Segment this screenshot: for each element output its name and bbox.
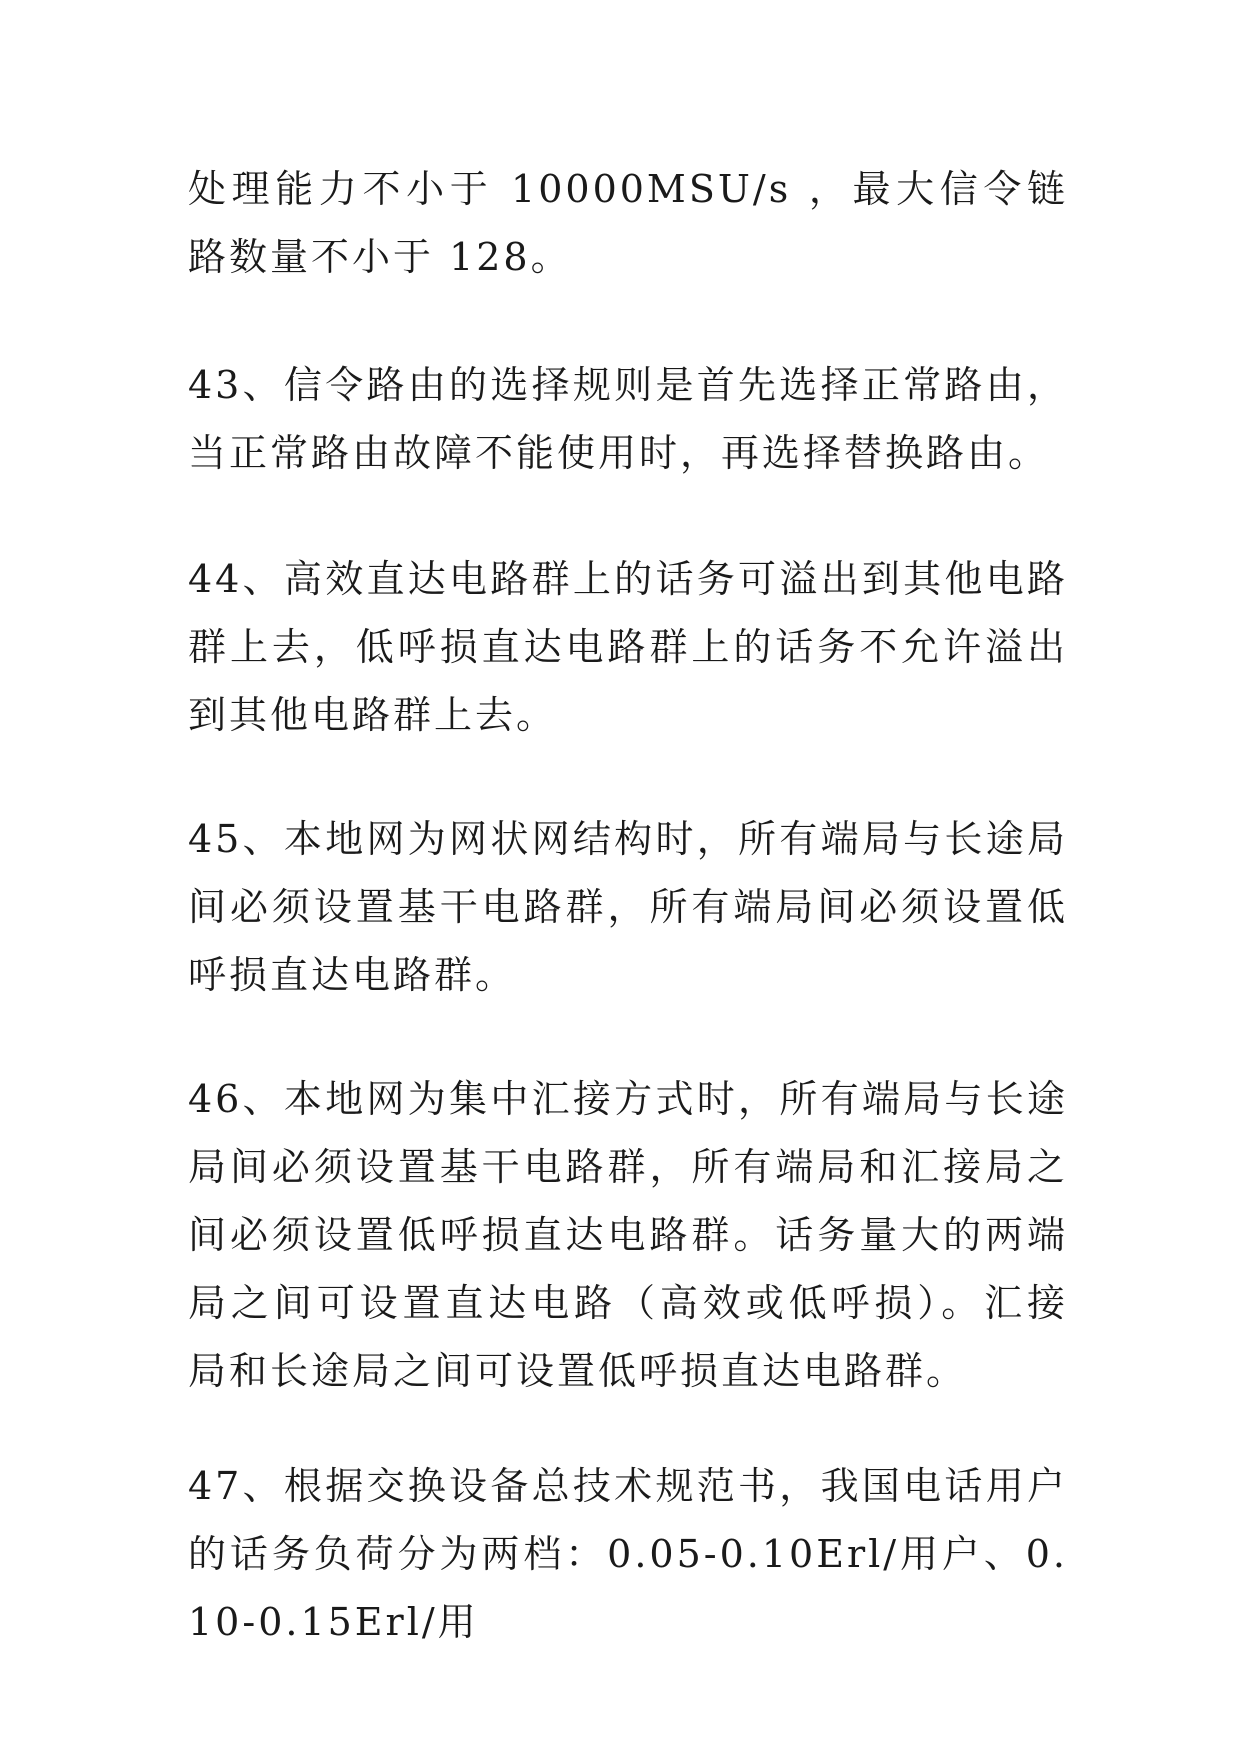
paragraph-item-47: 47、根据交换设备总技术规范书，我国电话用户的话务负荷分为两档：0.05-0.10Erl/用户、0.10-0.15Erl/用: [188, 1464, 1068, 1644]
paragraph-item-43: 43、信令路由的选择规则是首先选择正常路由，当正常路由故障不能使用时，再选择替换路由。: [188, 363, 1068, 475]
paragraph-item-44: 44、高效直达电路群上的话务可溢出到其他电路群上去，低呼损直达电路群上的话务不允许溢出到其他电路群上去。: [188, 557, 1068, 737]
paragraph-item-46: 46、本地网为集中汇接方式时，所有端局与长途局间必须设置基干电路群，所有端局和汇接局之间必须设置低呼损直达电路群。话务量大的两端局之间可设置直达电路（高效或低呼损）。汇接局和长途局之间可设置低呼损直达电路群。: [188, 1077, 1068, 1393]
paragraph-continued: 处理能力不小于 10000MSU/s ，最大信令链路数量不小于 128。: [188, 167, 1068, 279]
paragraph-item-45: 45、本地网为网状网结构时，所有端局与长途局间必须设置基干电路群，所有端局间必须设置低呼损直达电路群。: [188, 817, 1068, 997]
